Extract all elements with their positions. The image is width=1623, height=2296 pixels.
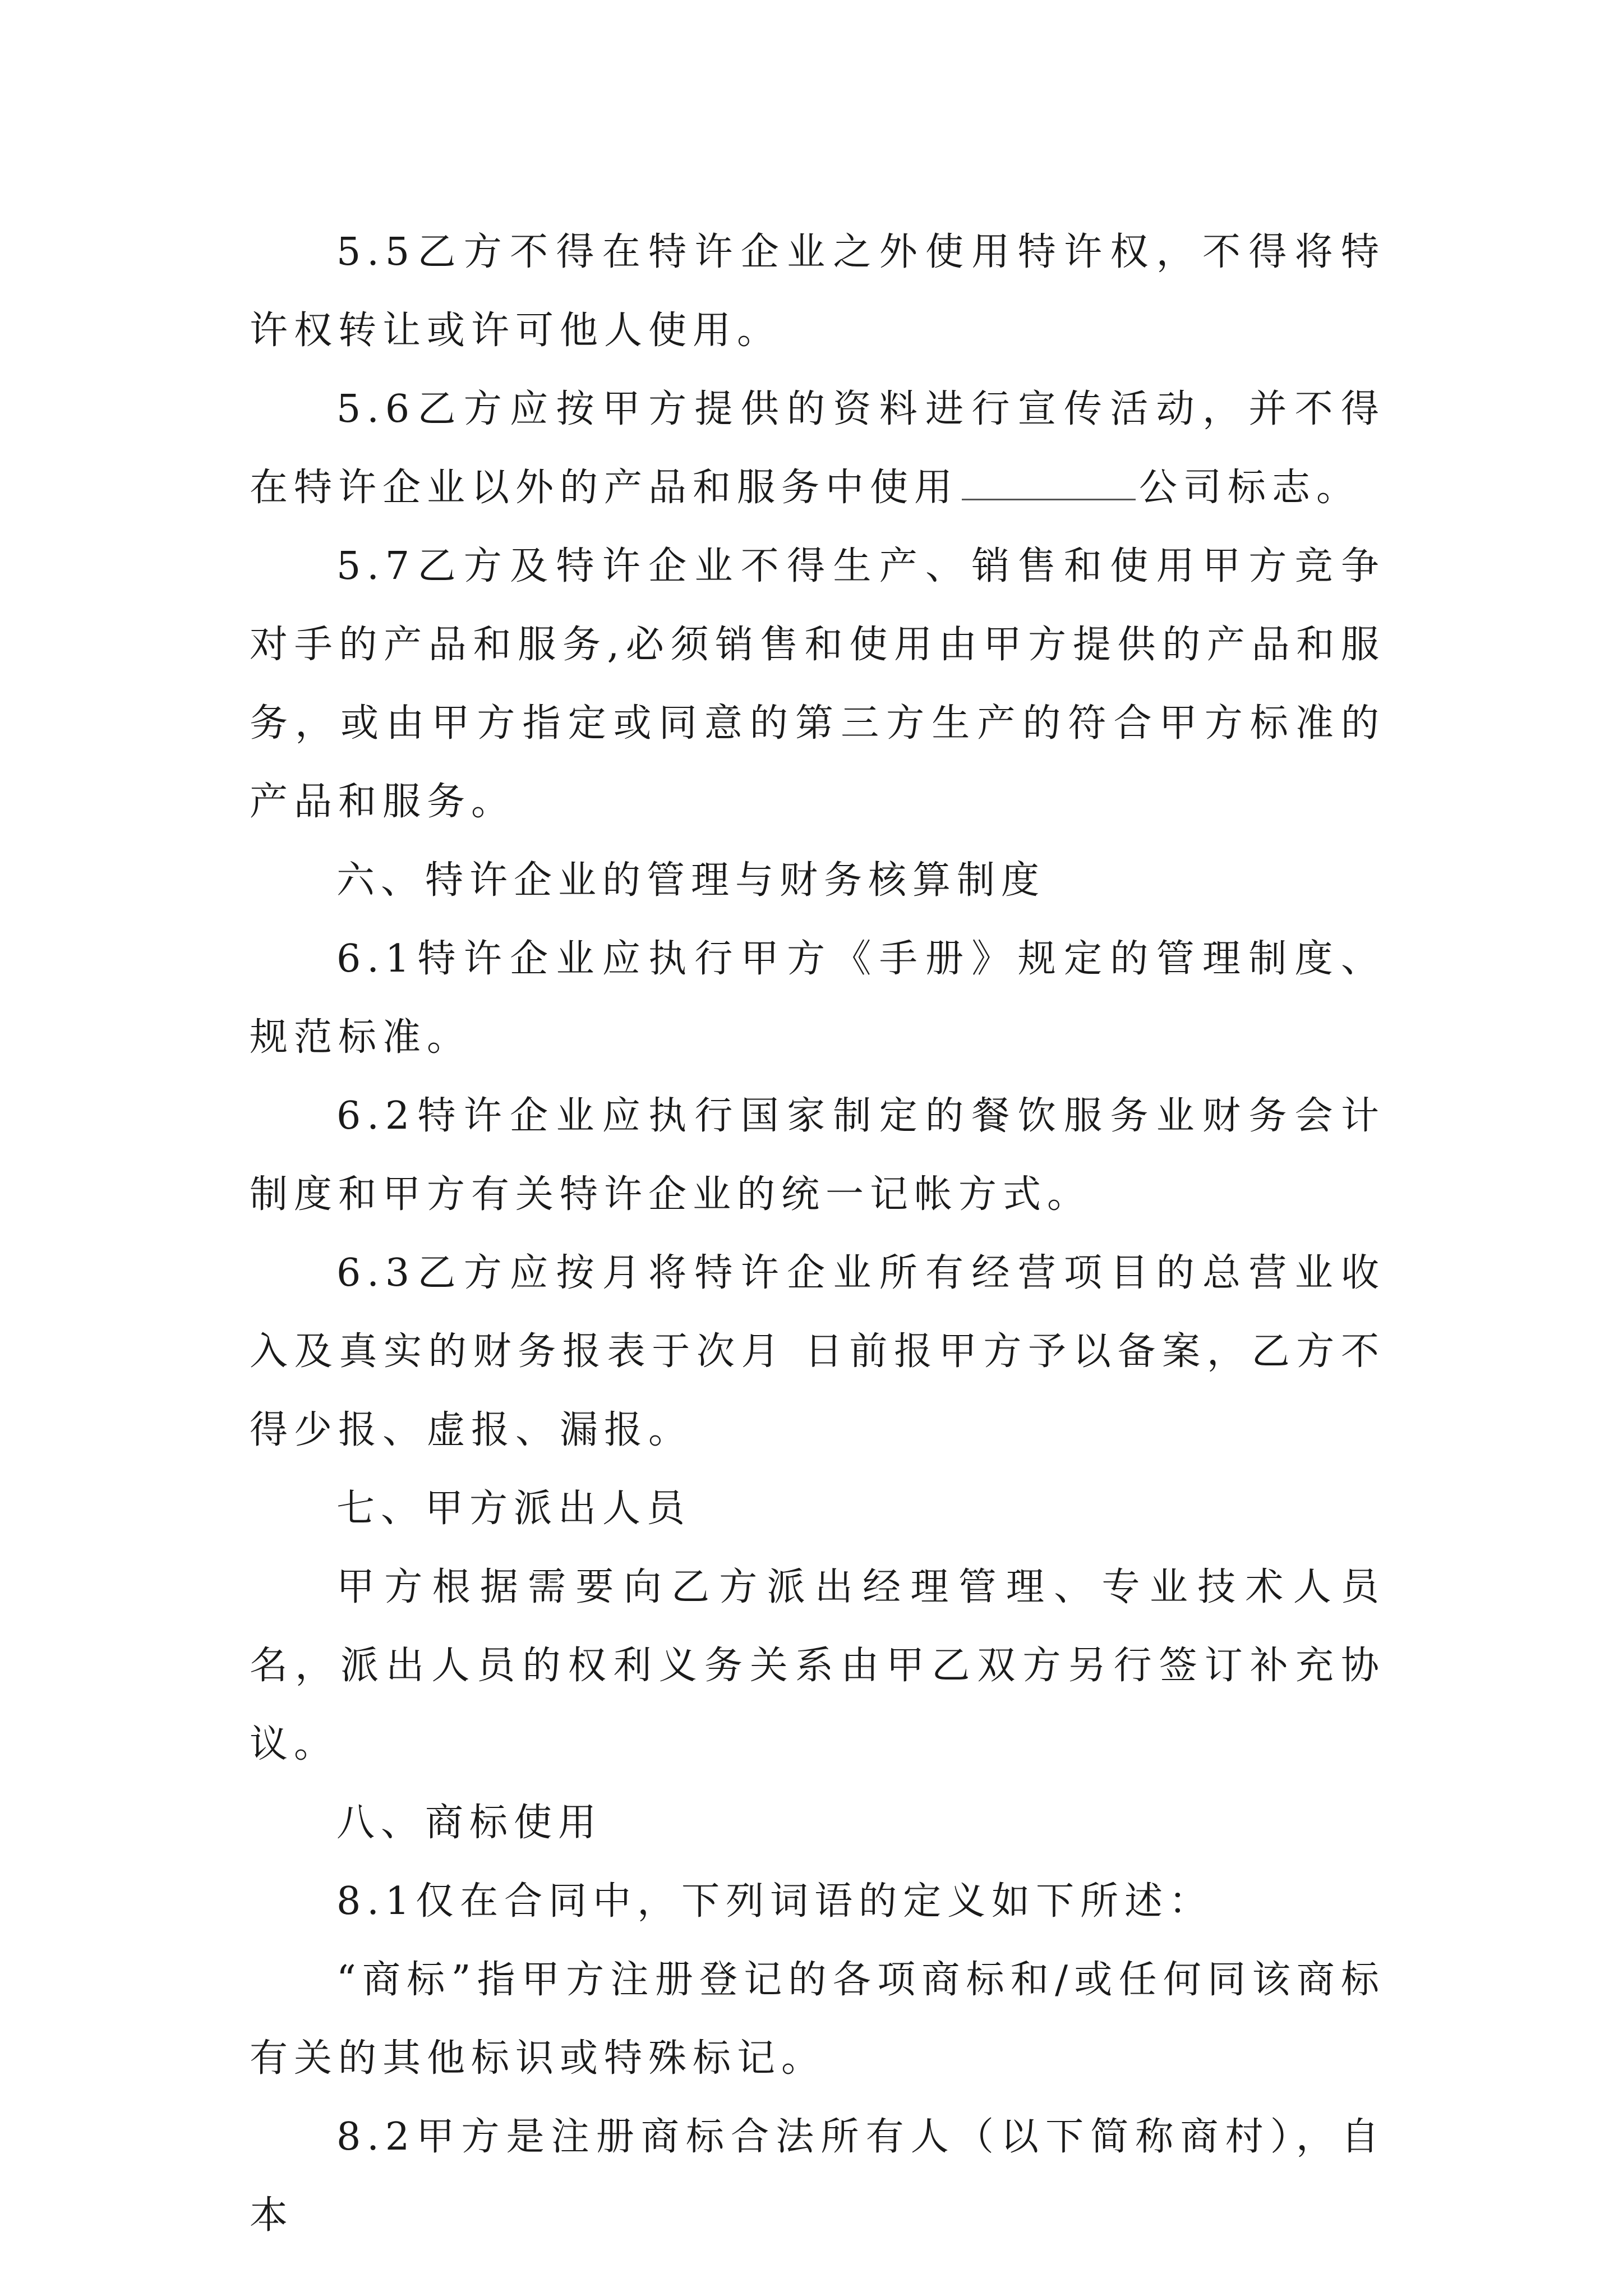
clause-8-1: 8.1仅在合同中，下列词语的定义如下所述： — [336, 1879, 1214, 1924]
clause-8-2: 8.2甲方是注册商标合法所有人（以下简称商村），自本 — [250, 2115, 1385, 2238]
section-heading-6: 六、特许企业的管理与财务核算制度 — [336, 858, 1046, 903]
clause-8-1-definition: “商标”指甲方注册登记的各项商标和/或任何同该商标有关的其他标识或特殊标记。 — [250, 1958, 1385, 2081]
clause-5-6 — [250, 370, 1385, 527]
clause-7: 甲方根据需要向乙方派出经理管理、专业技术人员 名，派出人员的权利义务关系由甲乙双方另行签订补充协议。 — [250, 1565, 1404, 1766]
clause-6-1: 6.1特许企业应执行甲方《手册》规定的管理制度、规范标准。 — [250, 937, 1385, 1060]
clause-5-7: 5.7乙方及特许企业不得生产、销售和使用甲方竞争对手的产品和服务,必须销售和使用由甲方提供的产品和服务，或由甲方指定或同意的第三方生产的符合甲方标准的产品和服务。 — [250, 544, 1385, 824]
fill-in-blank — [962, 465, 1136, 500]
section-heading-8: 八、商标使用 — [336, 1801, 603, 1845]
clause-5-6-text: 5.6乙方应按甲方提供的资料进行宣传活动，并不得在特许企业以外的产品和服务中使用 — [250, 387, 1385, 510]
clause-6-3: 6.3乙方应按月将特许企业所有经营项目的总营业收入及真实的财务报表于次月 日前报甲方予以备案，乙方不得少报、虚报、漏报。 — [250, 1251, 1385, 1452]
clause-5-6-tail: 公司标志。 — [1139, 466, 1361, 510]
section-heading-7: 七、甲方派出人员 — [336, 1487, 691, 1531]
clause-6-2: 6.2特许企业应执行国家制定的餐饮服务业财务会计制度和甲方有关特许企业的统一记帐方式。 — [250, 1094, 1385, 1217]
clause-5-5: 5.5乙方不得在特许企业之外使用特许权，不得将特许权转让或许可他人使用。 — [250, 230, 1385, 353]
document-body — [250, 213, 1404, 2255]
